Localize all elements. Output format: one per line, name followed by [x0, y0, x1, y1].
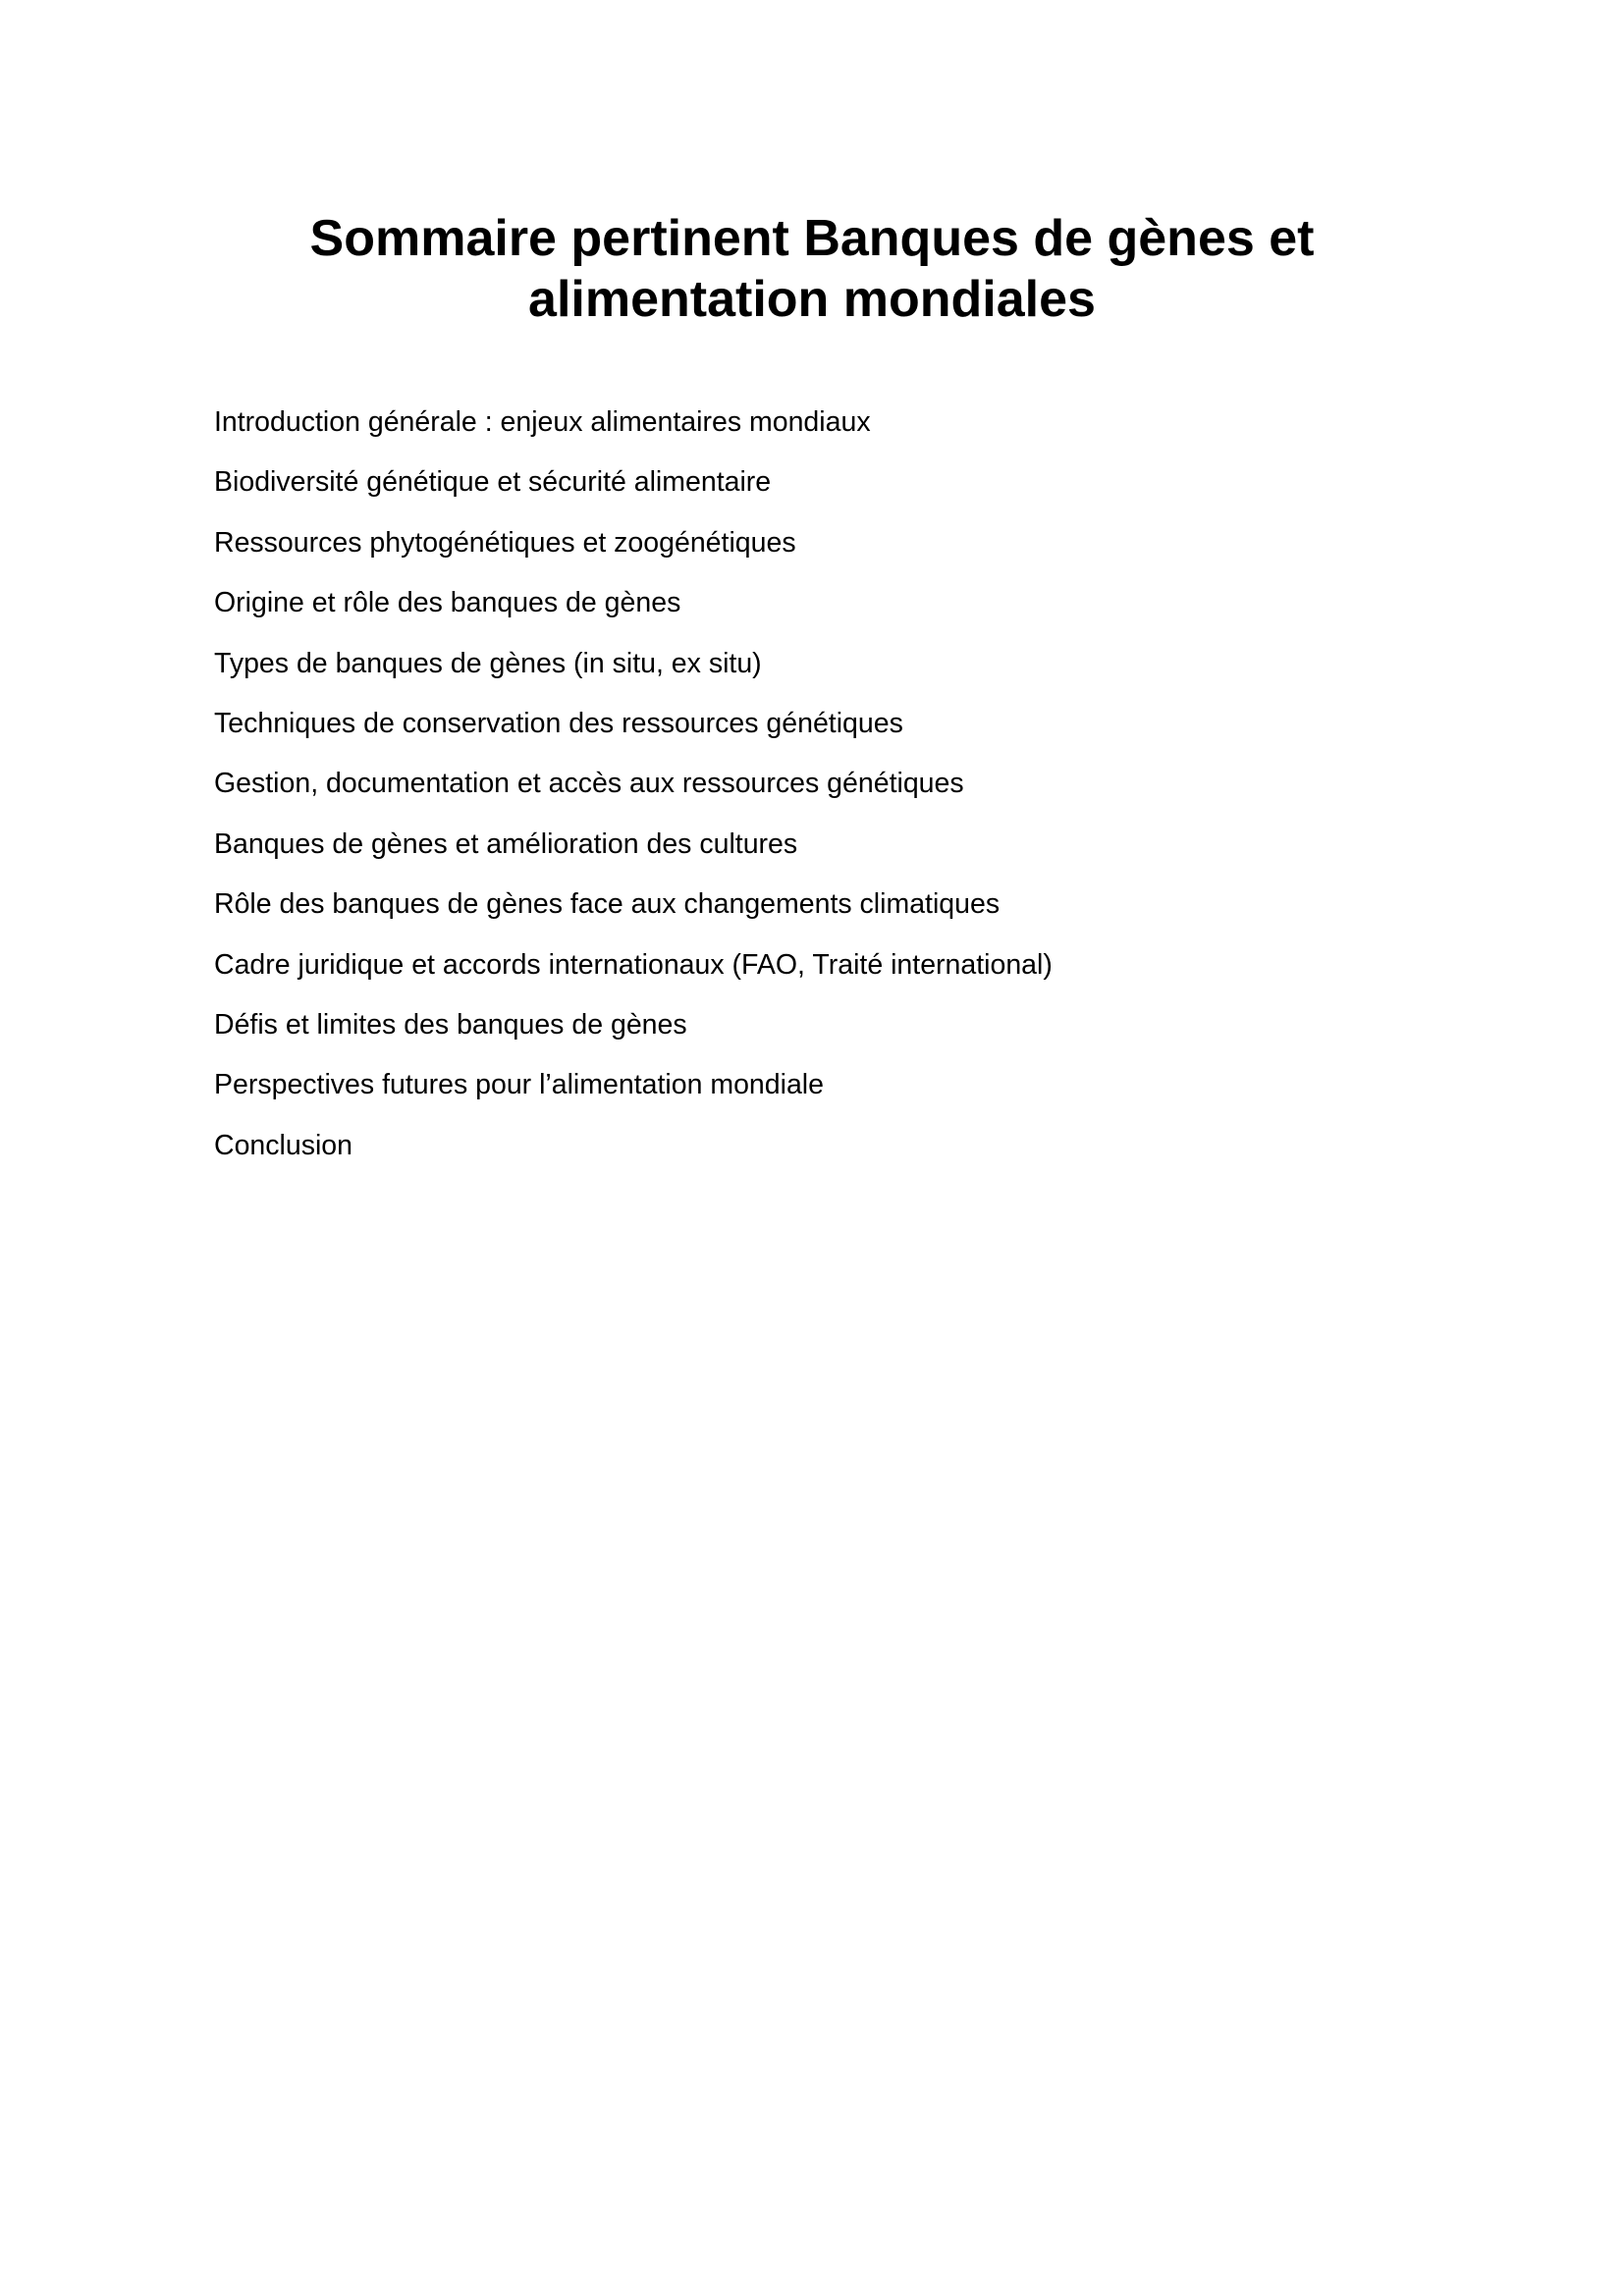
toc-item-cadre-juridique: Cadre juridique et accords internationaux (FAO, Traité international) — [214, 948, 1053, 981]
document-title: Sommaire pertinent Banques de gènes et alimentation mondiales — [309, 210, 1315, 328]
toc-item-biodiversite: Biodiversité génétique et sécurité alimentaire — [214, 466, 772, 499]
table-of-contents — [214, 400, 1410, 1184]
toc-item-defis: Défis et limites des banques de gènes — [214, 1008, 687, 1041]
toc-item-origine-role: Origine et rôle des banques de gènes — [214, 587, 681, 619]
toc-item-introduction: Introduction générale : enjeux alimentaires mondiaux — [214, 406, 871, 438]
toc-item-gestion: Gestion, documentation et accès aux ressources génétiques — [214, 768, 964, 800]
toc-item-types: Types de banques de gènes (in situ, ex situ) — [214, 647, 762, 679]
toc-item-techniques: Techniques de conservation des ressources génétiques — [214, 707, 903, 739]
toc-item-perspectives: Perspectives futures pour l’alimentation mondiale — [214, 1069, 824, 1101]
toc-item-ressources: Ressources phytogénétiques et zoogénétiques — [214, 526, 796, 559]
toc-item-amelioration: Banques de gènes et amélioration des cultures — [214, 828, 798, 860]
toc-item-conclusion: Conclusion — [214, 1129, 352, 1161]
toc-item-climat: Rôle des banques de gènes face aux changements climatiques — [214, 888, 1001, 921]
